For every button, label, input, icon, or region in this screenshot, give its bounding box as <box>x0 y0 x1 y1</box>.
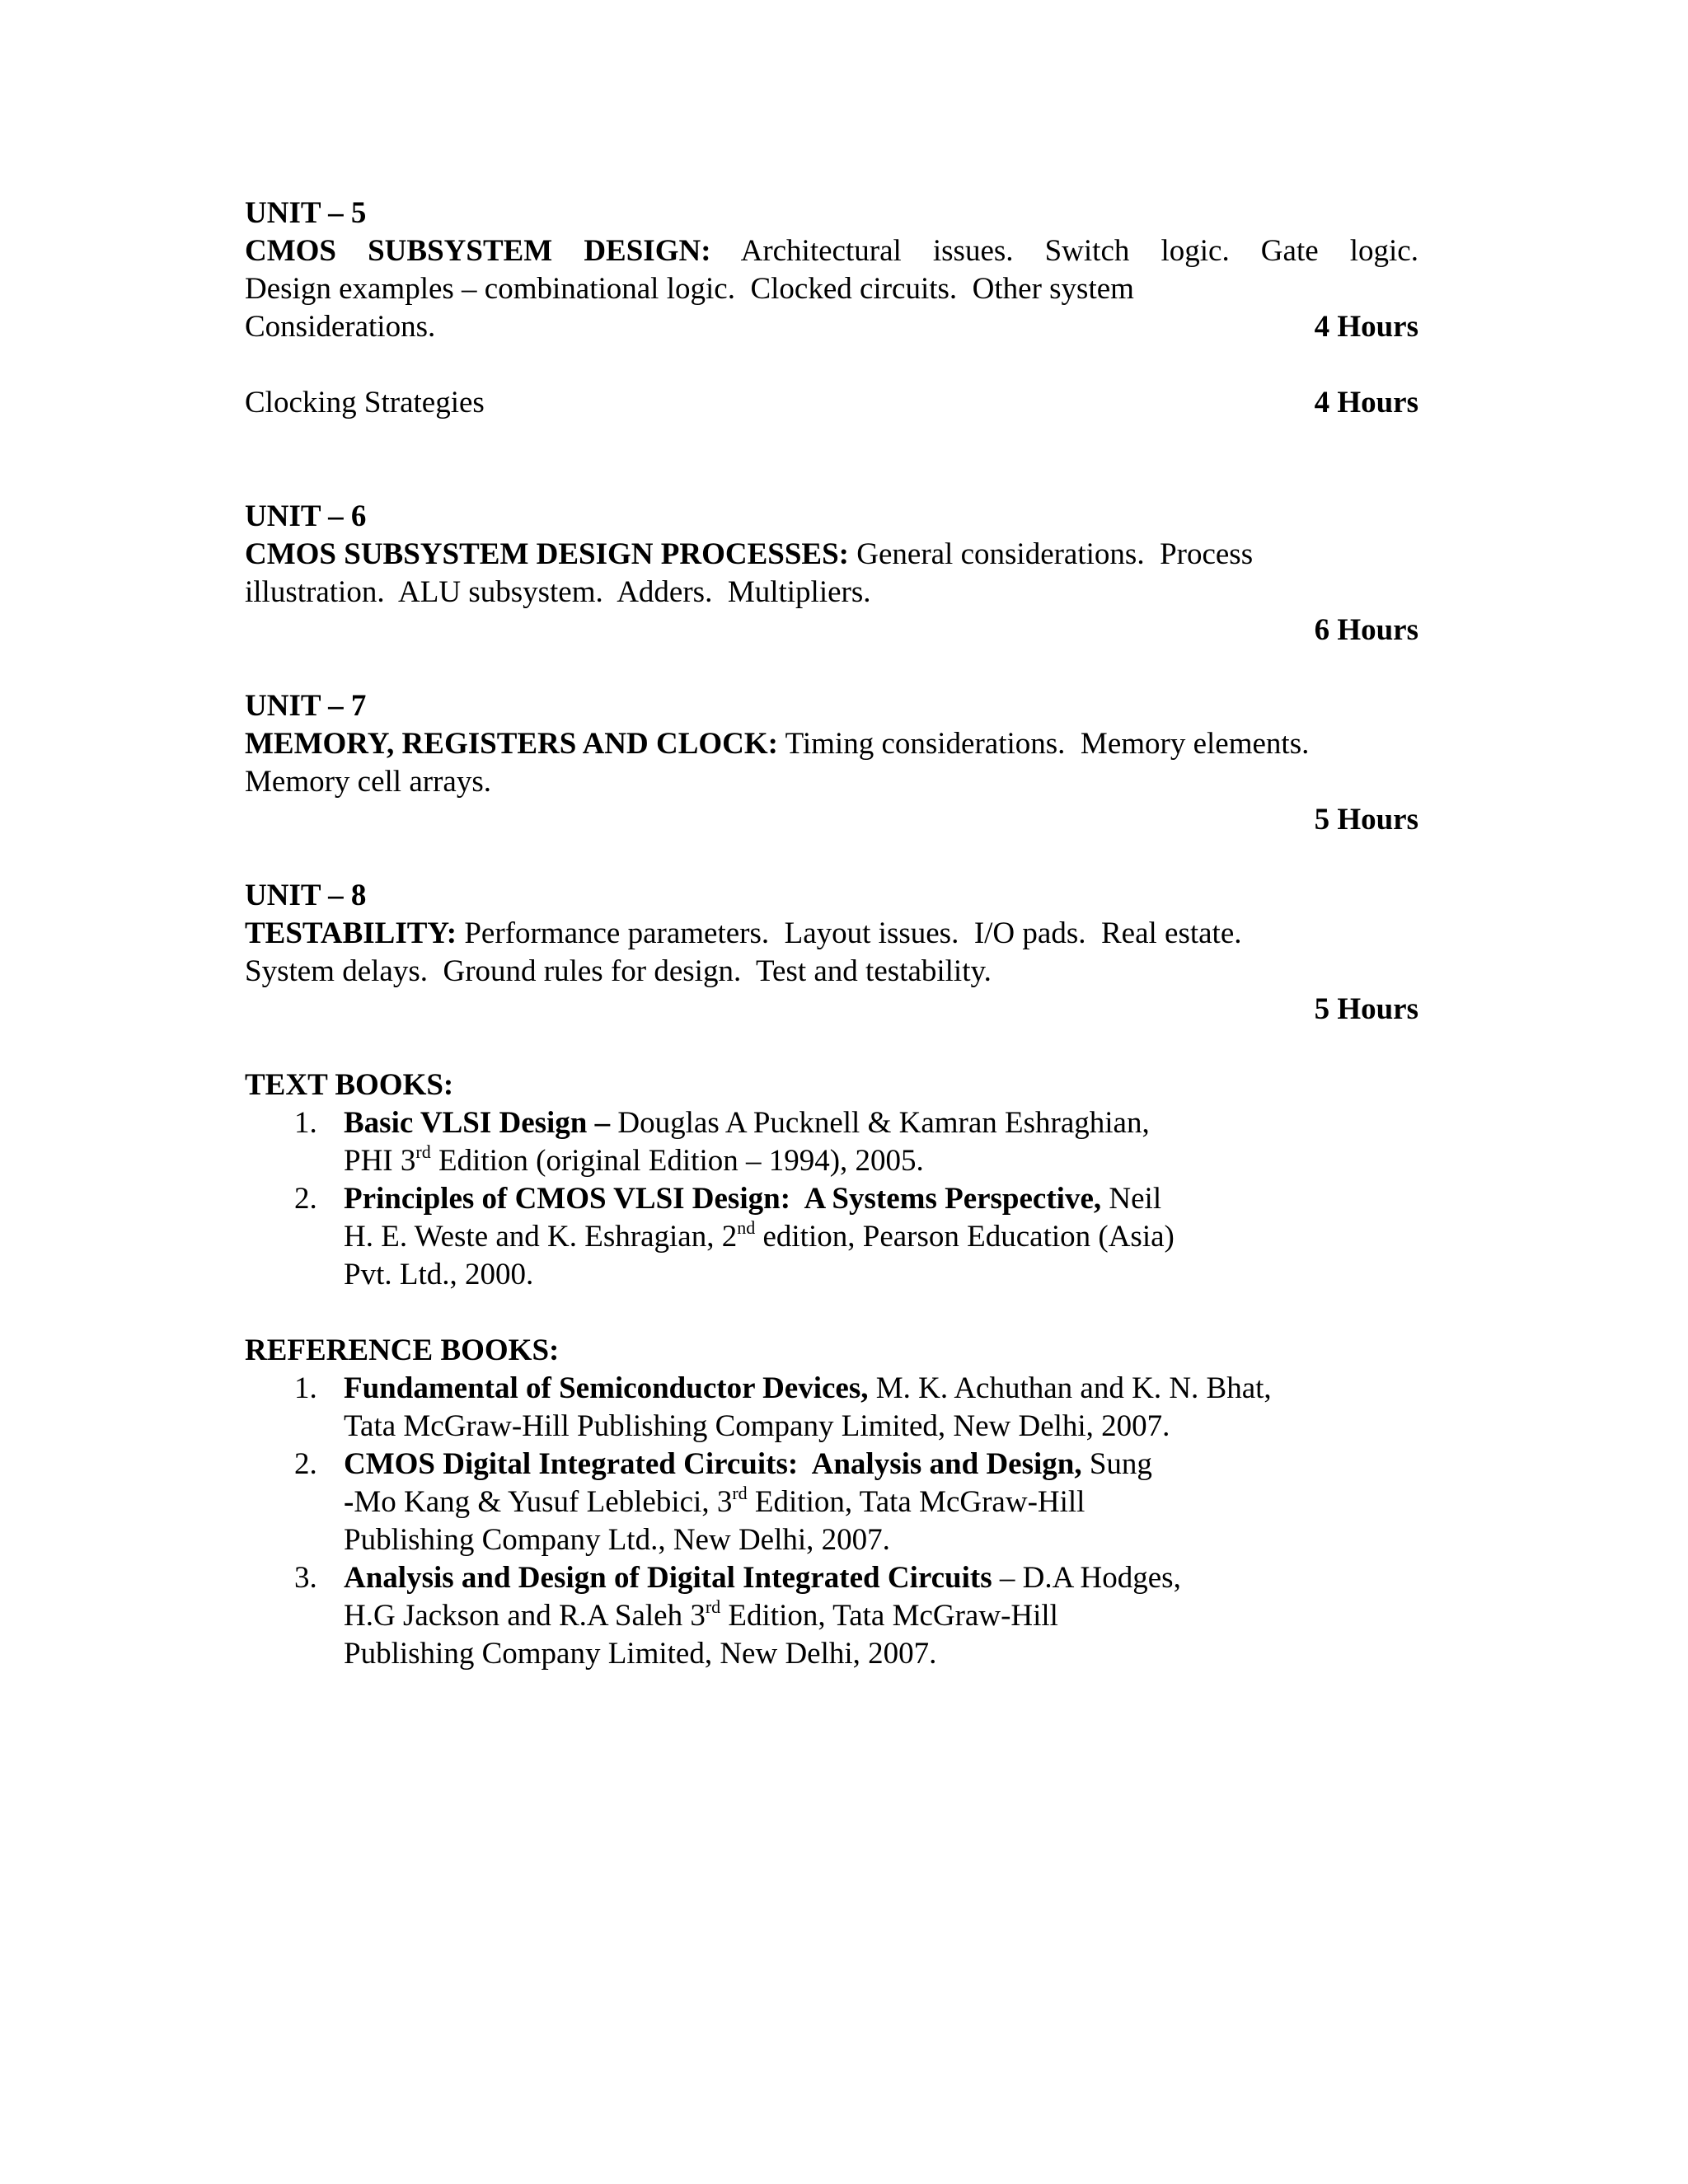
list-item <box>245 1180 1418 1294</box>
unit-description-line: System delays. Ground rules for design. Test and testability. <box>245 954 992 988</box>
syllabus-page <box>245 194 1418 1673</box>
book-line <box>344 1370 1418 1408</box>
unit-5 <box>245 194 1418 422</box>
book-line <box>344 1104 1418 1142</box>
unit-hours: 6 Hours <box>1314 613 1418 647</box>
unit-heading: UNIT – 5 <box>245 196 367 230</box>
unit-title: CMOS SUBSYSTEM DESIGN PROCESSES: <box>245 537 849 571</box>
unit-hours-row <box>245 308 1418 346</box>
list-item <box>245 1446 1418 1559</box>
book-edition: Edition (original Edition – 1994), 2005. <box>430 1144 924 1178</box>
unit-description-line: Considerations. <box>245 310 436 344</box>
text-books-list <box>245 1104 1418 1294</box>
text-books-heading: TEXT BOOKS: <box>245 1068 454 1102</box>
unit-heading: UNIT – 8 <box>245 879 367 912</box>
ordinal-suffix: nd <box>737 1216 756 1238</box>
book-line: Publishing Company Ltd., New Delhi, 2007. <box>344 1523 890 1557</box>
item-number: 1. <box>294 1106 317 1140</box>
hyphen: - <box>344 1485 354 1519</box>
list-item <box>245 1104 1418 1180</box>
unit-hours: 4 Hours <box>1314 310 1418 344</box>
item-number: 2. <box>294 1447 317 1481</box>
unit-6 <box>245 498 1418 649</box>
book-line <box>344 1483 1418 1521</box>
item-number: 3. <box>294 1561 317 1595</box>
unit-description-line <box>245 536 1418 574</box>
ordinal-suffix: rd <box>705 1596 721 1617</box>
unit-description-line <box>245 725 1418 763</box>
book-line <box>344 1180 1418 1218</box>
book-line <box>344 1559 1418 1597</box>
item-number: 1. <box>294 1371 317 1405</box>
unit-title: MEMORY, REGISTERS AND CLOCK: <box>245 727 778 761</box>
unit-8 <box>245 877 1418 1029</box>
book-title: Fundamental of Semiconductor Devices, <box>344 1371 869 1405</box>
unit-description-line: Design examples – combinational logic. Clocked circuits. Other system <box>245 272 1134 306</box>
unit-description-line: illustration. ALU subsystem. Adders. Multipliers. <box>245 575 871 609</box>
extra-topic-row <box>245 384 1418 422</box>
list-item <box>245 1370 1418 1446</box>
book-authors: – D.A Hodges, <box>992 1561 1181 1595</box>
list-item <box>245 1559 1418 1673</box>
unit-topics: General considerations. Process <box>849 537 1254 571</box>
unit-heading: UNIT – 6 <box>245 499 367 533</box>
book-title: CMOS Digital Integrated Circuits: Analysis and Design, <box>344 1447 1082 1481</box>
book-line: Publishing Company Limited, New Delhi, 2007. <box>344 1637 937 1671</box>
book-authors: H. E. Weste and K. Eshragian, 2 <box>344 1220 738 1254</box>
book-title: Analysis and Design of Digital Integrated Circuits <box>344 1561 992 1595</box>
book-edition: Edition, Tata McGraw-Hill <box>720 1599 1058 1633</box>
book-line <box>344 1218 1418 1256</box>
unit-topics: Timing considerations. Memory elements. <box>777 727 1310 761</box>
ordinal-suffix: rd <box>415 1141 431 1162</box>
book-line: Tata McGraw-Hill Publishing Company Limited, New Delhi, 2007. <box>344 1409 1170 1443</box>
reference-books <box>245 1332 1418 1673</box>
unit-description-line <box>245 915 1418 953</box>
book-line <box>344 1597 1418 1635</box>
text-books <box>245 1066 1418 1294</box>
unit-title: TESTABILITY: <box>245 916 457 950</box>
extra-topic: Clocking Strategies <box>245 386 485 419</box>
unit-hours: 5 Hours <box>1314 992 1418 1026</box>
book-line: Pvt. Ltd., 2000. <box>344 1258 534 1291</box>
book-line <box>344 1446 1418 1483</box>
book-authors: Douglas A Pucknell & Kamran Eshraghian, <box>610 1106 1150 1140</box>
book-edition: edition, Pearson Education (Asia) <box>755 1220 1175 1254</box>
reference-books-heading: REFERENCE BOOKS: <box>245 1333 560 1367</box>
unit-7 <box>245 687 1418 839</box>
book-authors: H.G Jackson and R.A Saleh 3 <box>344 1599 706 1633</box>
unit-description-line: Memory cell arrays. <box>245 765 491 799</box>
book-authors: Neil <box>1101 1182 1162 1216</box>
unit-description-line <box>245 232 1418 270</box>
book-edition: Edition, Tata McGraw-Hill <box>747 1485 1085 1519</box>
item-number: 2. <box>294 1182 317 1216</box>
unit-topics: Architectural issues. Switch logic. Gate logic. <box>740 234 1418 268</box>
reference-books-list <box>245 1370 1418 1673</box>
book-line <box>344 1142 1418 1180</box>
ordinal-suffix: rd <box>732 1482 748 1503</box>
book-title: Basic VLSI Design – <box>344 1106 611 1140</box>
book-authors: Sung <box>1081 1447 1152 1481</box>
unit-title: CMOS SUBSYSTEM DESIGN: <box>245 234 711 268</box>
unit-topics: Performance parameters. Layout issues. I/O pads. Real estate. <box>457 916 1242 950</box>
book-title: Principles of CMOS VLSI Design: A Systems Perspective, <box>344 1182 1102 1216</box>
unit-heading: UNIT – 7 <box>245 689 367 723</box>
extra-topic-hours: 4 Hours <box>1314 386 1418 419</box>
unit-hours: 5 Hours <box>1314 803 1418 837</box>
book-authors: M. K. Achuthan and K. N. Bhat, <box>868 1371 1272 1405</box>
book-publisher: PHI 3 <box>344 1144 416 1178</box>
book-authors: Mo Kang & Yusuf Leblebici, 3 <box>354 1485 733 1519</box>
